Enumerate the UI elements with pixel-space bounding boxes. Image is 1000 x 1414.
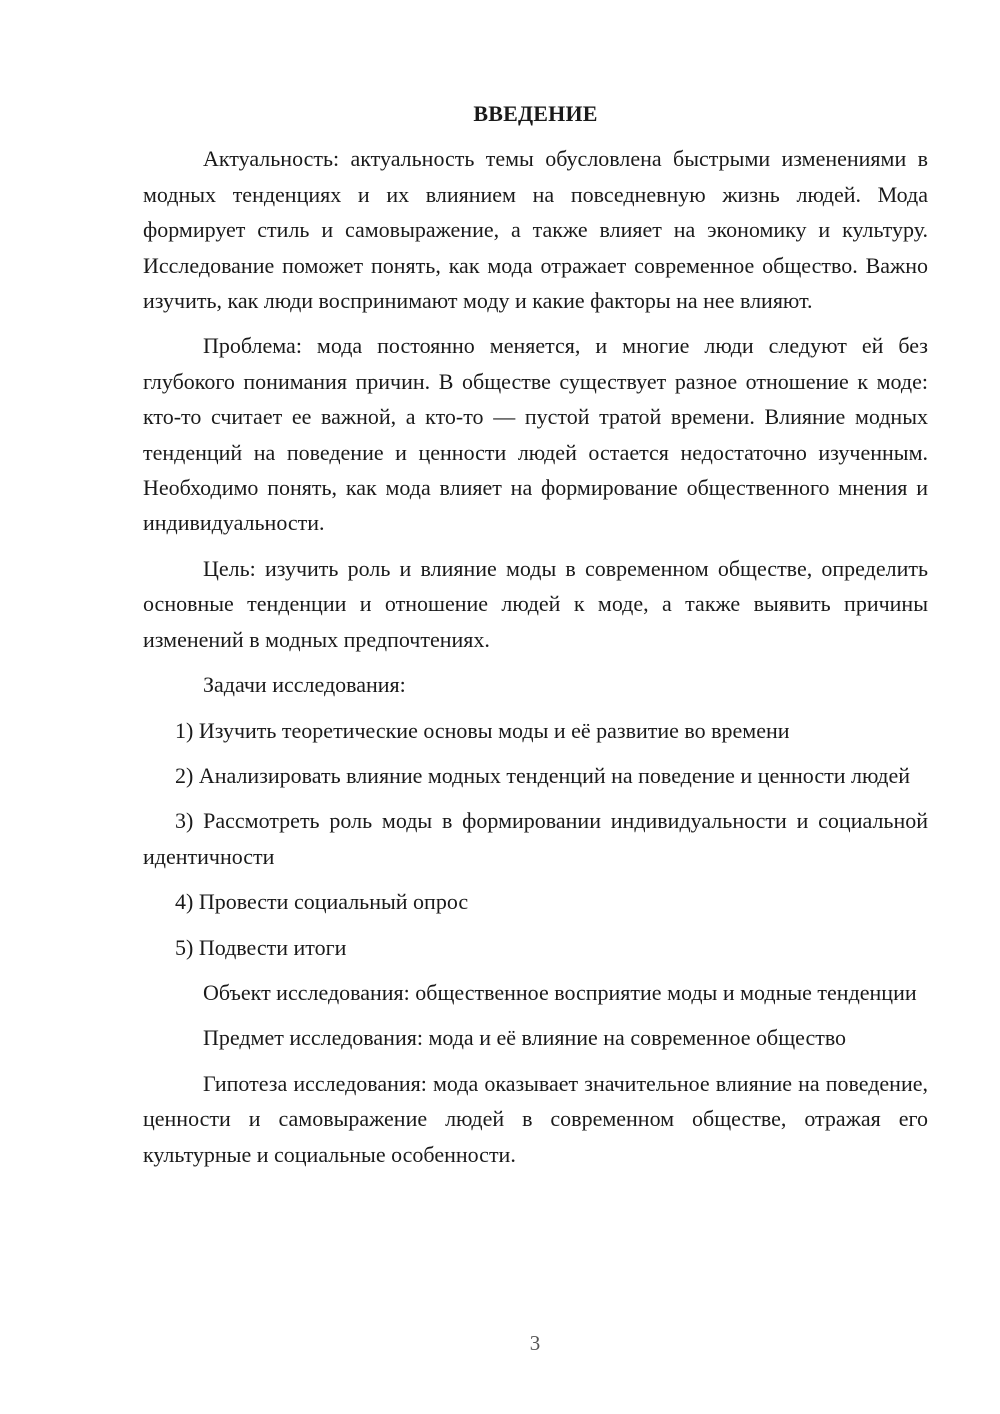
paragraph-hypothesis: Гипотеза исследования: мода оказывает значительное влияние на поведение, ценности и самовыражение людей в современном обществе, отражая его культурные и социальные особенности.: [143, 1070, 928, 1167]
paragraph-problem: Проблема: мода постоянно меняется, и многие люди следуют ей без глубокого понимания причин. В обществе существует разное отношение к моде: кто-то считает ее важной, а кто-то — пустой тратой времени. Влияние модных тенденций на поведение и ценности людей остается недостаточно изученным. Необходимо понять, как мода влияет на формирование общественного мнения и индивидуальности.: [143, 333, 928, 536]
paragraph-goal: Цель: изучить роль и влияние моды в современном обществе, определить основные тенденции и отношение людей к моде, а также выявить причины изменений в модных предпочтениях.: [143, 555, 928, 652]
page-number: 3: [529, 1331, 541, 1355]
task-item-2: 2) Анализировать влияние модных тенденций на поведение и ценности людей: [175, 762, 911, 788]
task-item-3: 3) Рассмотреть роль моды в формировании индивидуальности и социальной идентичности: [143, 808, 928, 869]
tasks-heading: Задачи исследования:: [203, 672, 406, 698]
paragraph-object: Объект исследования: общественное восприятие моды и модные тенденции: [203, 979, 917, 1005]
paragraph-relevance: Актуальность: актуальность темы обусловлена быстрыми изменениями в модных тенденциях и их влиянием на повседневную жизнь людей. Мода формирует стиль и самовыражение, а также влияет на экономику и культуру. Исследование поможет понять, как мода отражает современное общество. Важно изучить, как люди воспринимают моду и какие факторы на нее влияют.: [143, 146, 928, 314]
document-page: [143, 96, 928, 1182]
paragraph-subject: Предмет исследования: мода и её влияние на современное общество: [203, 1025, 847, 1051]
task-item-4: 4) Провести социальный опрос: [175, 889, 469, 915]
task-item-5: 5) Подвести итоги: [175, 934, 347, 960]
page-title: ВВЕДЕНИЕ: [473, 101, 598, 126]
task-item-1: 1) Изучить теоретические основы моды и её развитие во времени: [175, 717, 790, 743]
